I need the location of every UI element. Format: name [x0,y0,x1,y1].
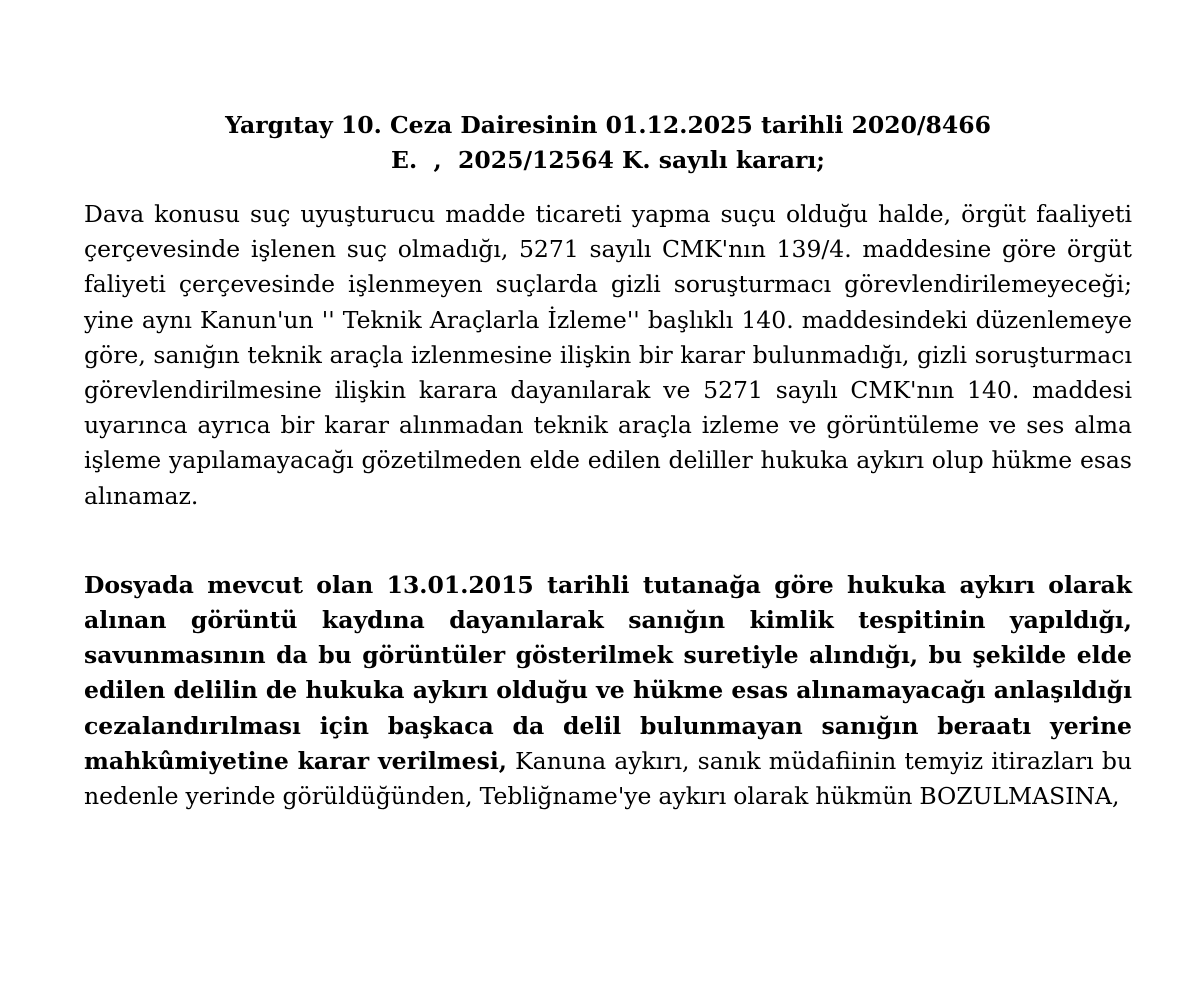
paragraph-spacer [84,514,1132,568]
paragraph-2-bold-text: Dosyada mevcut olan 13.01.2015 tarihli tutanağa göre hukuka aykırı olarak alınan görüntü kaydına dayanılarak sanığın kimlik tespitinin yapıldığı, savunmasının da bu görüntüler gösterilmek suretiyle alındığı, bu şekilde elde edilen delilin de hukuka aykırı olduğu ve hükme esas alınamayacağı anlaşıldığı cezalandırılması için başkaca da delil bulunmayan sanığın beraatı yerine mahkûmiyetine karar verilmesi, [84,570,1132,775]
paragraph-1: Dava konusu suç uyuşturucu madde ticareti yapma suçu olduğu halde, örgüt faaliyeti çerçevesinde işlenen suç olmadığı, 5271 sayılı CMK'nın 139/4. maddesine göre örgüt faliyeti çerçevesinde işlenmeyen suçlarda gizli soruşturmacı görevlendirilemeyeceği; yine aynı Kanun'un '' Teknik Araçlarla İzleme'' başlıklı 140. maddesindeki düzenlemeye göre, sanığın teknik araçla izlenmesine ilişkin bir karar bulunmadığı, gizli soruşturmacı görevlendirilmesine ilişkin karara dayanılarak ve 5271 sayılı CMK'nın 140. maddesi uyarınca ayrıca bir karar alınmadan teknik araçla izleme ve görüntüleme ve ses alma işleme yapılamayacağı gözetilmeden elde edilen deliller hukuka aykırı olup hükme esas alınamaz. [84,200,1132,510]
paragraph-2-regular-text: Kanuna aykırı, sanık müdafiinin temyiz itirazları bu nedenle yerinde görüldüğünden, Tebliğname'ye aykırı olarak hükmün BOZULMASINA, [84,746,1132,811]
decision-title-line-2: E. , 2025/12564 K. sayılı kararı; [391,146,825,174]
document-page [84,108,1132,814]
paragraph-2 [84,568,1132,814]
decision-title [84,108,1132,178]
decision-title-line-1: Yargıtay 10. Ceza Dairesinin 01.12.2025 tarihli 2020/8466 [225,111,991,139]
